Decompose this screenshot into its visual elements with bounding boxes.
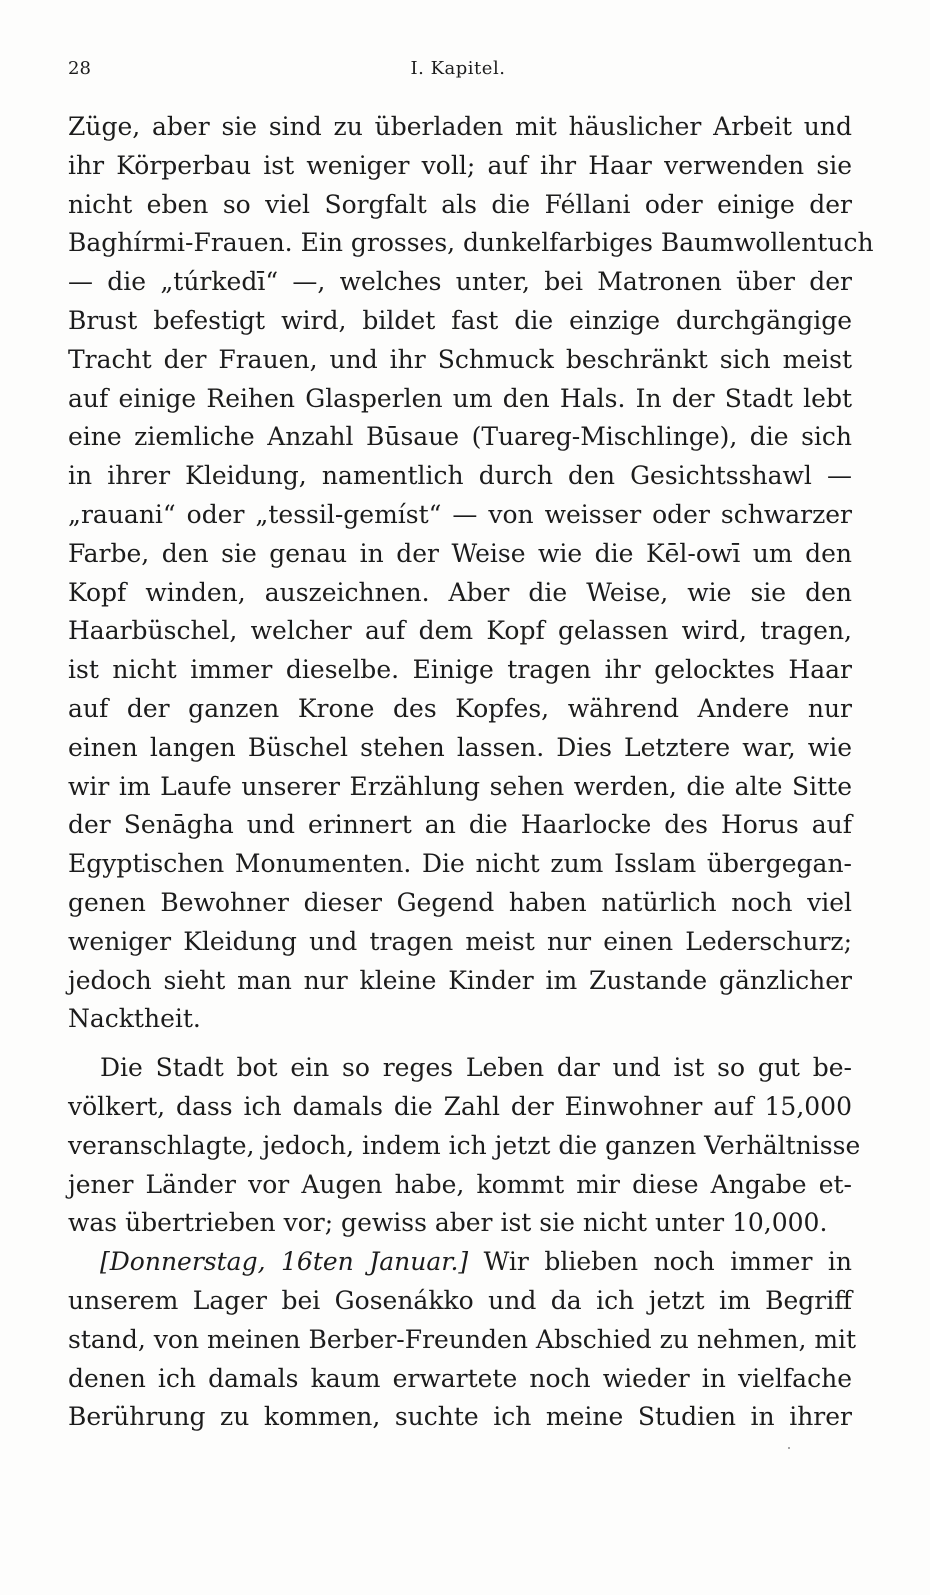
text-line: — die „túrkedī“ —, welches unter, bei Matronen über der [68, 267, 852, 297]
text-line: Baghírmi-Frauen. Ein grosses, dunkelfarbiges Baumwollentuch [68, 228, 874, 258]
text-fragment: Wir blieben noch immer in [483, 1247, 852, 1277]
text-line: ihr Körperbau ist weniger voll; auf ihr Haar verwenden sie [68, 150, 852, 180]
date-note: [Donnerstag, 16ten Januar.] [100, 1247, 469, 1277]
text-line: Berührung zu kommen, suchte ich meine Studien in ihrer [68, 1402, 852, 1432]
text-line: auf der ganzen Krone des Kopfes, während Andere nur [68, 693, 852, 723]
text-line: der Senāgha und erinnert an die Haarlocke des Horus auf [68, 810, 852, 840]
text-line: genen Bewohner dieser Gegend haben natürlich noch viel [68, 887, 852, 917]
text-line: Nacktheit. [68, 1004, 201, 1034]
body-text [68, 108, 874, 1437]
text-line: Farbe, den sie genau in der Weise wie die Kēl-owī um den [68, 538, 852, 568]
text-line: stand, von meinen Berber-Freunden Abschied zu nehmen, mit [68, 1324, 857, 1354]
text-line: Egyptischen Monumenten. Die nicht zum Isslam übergegan- [68, 849, 852, 879]
text-line: was übertrieben vor; gewiss aber ist sie nicht unter 10,000. [68, 1208, 828, 1238]
text-line-dated [68, 1243, 852, 1282]
text-line: Haarbüschel, welcher auf dem Kopf gelassen wird, tragen, [68, 616, 852, 646]
page-number: 28 [68, 58, 91, 79]
text-line: auf einige Reihen Glasperlen um den Hals. In der Stadt lebt [68, 383, 852, 413]
text-line: Züge, aber sie sind zu überladen mit häuslicher Arbeit und [68, 112, 852, 141]
text-line: jener Länder vor Augen habe, kommt mir diese Angabe et- [68, 1169, 852, 1199]
text-line: unserem Lager bei Gosenákko und da ich jetzt im Begriff [68, 1285, 852, 1315]
text-line: einen langen Büschel stehen lassen. Dies Letztere war, wie [68, 732, 852, 762]
text-line: „rauani“ oder „tessil-gemíst“ — von weisser oder schwarzer [68, 499, 852, 529]
paper-speck [788, 1447, 790, 1449]
text-line: veranschlagte, jedoch, indem ich jetzt die ganzen Verhältnisse [68, 1130, 861, 1160]
text-line: nicht eben so viel Sorgfalt als die Féllani oder einige der [68, 189, 852, 219]
paragraph-3 [68, 1243, 857, 1437]
running-head: I. Kapitel. [410, 58, 506, 79]
text-line: eine ziemliche Anzahl Būsaue (Tuareg-Mischlinge), die sich [68, 422, 852, 452]
text-line: weniger Kleidung und tragen meist nur einen Lederschurz; [68, 926, 852, 956]
text-line: Kopf winden, auszeichnen. Aber die Weise, wie sie den [68, 577, 852, 607]
text-line: Tracht der Frauen, und ihr Schmuck beschränkt sich meist [68, 344, 852, 374]
text-line: jedoch sieht man nur kleine Kinder im Zustande gänzlicher [68, 965, 852, 995]
paragraph-1 [68, 108, 874, 1039]
text-line: Die Stadt bot ein so reges Leben dar und ist so gut be- [100, 1053, 852, 1083]
paragraph-2 [68, 1049, 861, 1243]
text-line: Brust befestigt wird, bildet fast die einzige durchgängige [68, 305, 852, 335]
text-line: in ihrer Kleidung, namentlich durch den Gesichtsshawl — [68, 461, 852, 491]
text-line: denen ich damals kaum erwartete noch wieder in vielfache [68, 1363, 852, 1393]
page-header [68, 58, 848, 88]
text-line: völkert, dass ich damals die Zahl der Einwohner auf 15,000 [68, 1091, 852, 1121]
text-line: ist nicht immer dieselbe. Einige tragen ihr gelocktes Haar [68, 655, 852, 685]
text-line: wir im Laufe unserer Erzählung sehen werden, die alte Sitte [68, 771, 852, 801]
paragraph-gap [68, 1039, 852, 1049]
